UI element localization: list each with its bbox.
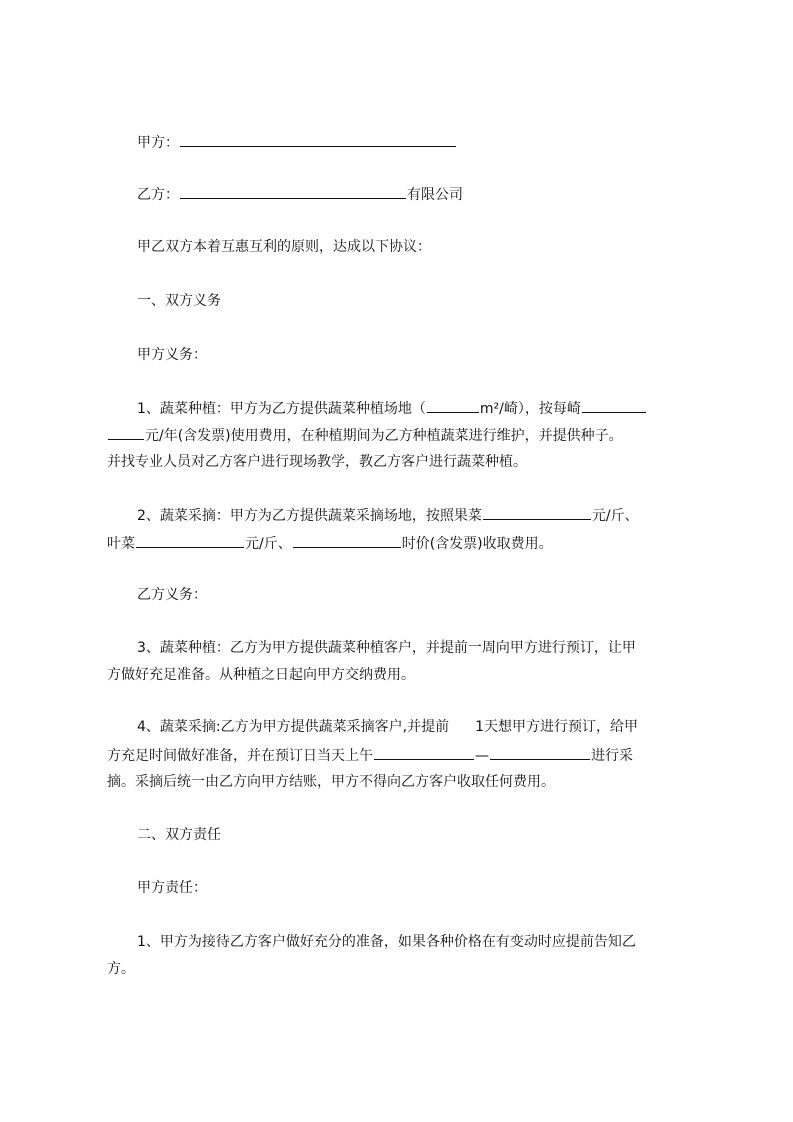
duty-item2-text-c: 叶菜 bbox=[107, 536, 135, 552]
price-per-ridge-blank-cont bbox=[108, 425, 144, 440]
party-b-suffix: 有限公司 bbox=[407, 187, 463, 203]
duty-item2-text-d: 元/斤、 bbox=[245, 536, 292, 552]
party-b-name-blank bbox=[180, 184, 406, 199]
duty-item2-line1 bbox=[137, 505, 639, 525]
resp-item1-line2: 方。 bbox=[107, 961, 135, 977]
resp-item1-line1: 1、甲方为接待乙方客户做好充分的准备，如果各种价格在有变动时应提前告知乙 bbox=[137, 934, 636, 950]
duty-item4-line1 bbox=[137, 717, 638, 737]
duty-item4-text-a: 4、蔬菜采摘:乙方为甲方提供蔬菜采摘客户,并提前 bbox=[137, 719, 450, 735]
duty-item4-text-b: 1天想甲方进行预订，给甲 bbox=[475, 719, 638, 735]
intro-text: 甲乙双方本着互惠互利的原则，达成以下协议： bbox=[137, 239, 431, 255]
duty-item1-text-c: 元/年(含发票)使用费用，在种植期间为乙方种植蔬菜进行维护，并提供种子。 bbox=[145, 428, 623, 444]
party-a-name-blank bbox=[180, 132, 456, 147]
duty-item3-line1: 3、蔬菜种植：乙方为甲方提供蔬菜种植客户，并提前一周向甲方进行预订，让甲 bbox=[137, 640, 636, 656]
duty-item4-text-c: 方充足时间做好准备，并在预订日当天上午 bbox=[107, 748, 373, 764]
duty-item2-line2 bbox=[107, 533, 553, 553]
fruit-veg-price-blank bbox=[483, 505, 591, 520]
duty-item1-line2 bbox=[107, 425, 623, 445]
section1-heading: 一、双方义务 bbox=[137, 293, 221, 309]
duty-item4-line2 bbox=[107, 745, 633, 765]
duty-item3-line2: 方做好充足准备。从种植之日起向甲方交纳费用。 bbox=[107, 667, 415, 683]
party-a-duties-heading: 甲方义务： bbox=[137, 347, 207, 363]
duty-item4-line3: 摘。采摘后统一由乙方向甲方结账，甲方不得向乙方客户收取任何费用。 bbox=[107, 774, 555, 790]
duty-item4-dash: — bbox=[475, 748, 489, 764]
party-b-duties-heading: 乙方义务： bbox=[137, 587, 207, 603]
party-a-resp-heading: 甲方责任： bbox=[137, 880, 207, 896]
section2-heading: 二、双方责任 bbox=[137, 827, 221, 843]
duty-item1-text-b: m²/崎），按每崎 bbox=[479, 401, 581, 417]
duty-item1-text-a: 1、蔬菜种植：甲方为乙方提供蔬菜种植场地（ bbox=[137, 401, 426, 417]
party-b-label: 乙方： bbox=[137, 187, 179, 203]
price-per-ridge-blank bbox=[582, 398, 646, 413]
party-a-label: 甲方： bbox=[137, 135, 179, 151]
duty-item4-text-d: 进行采 bbox=[591, 748, 633, 764]
duty-item2-text-b: 元/斤、 bbox=[591, 508, 639, 524]
duty-item1-line3: 并找专业人员对乙方客户进行现场教学，教乙方客户进行蔬菜种植。 bbox=[107, 454, 527, 470]
duty-item2-text-e: 时价(含发票)收取费用。 bbox=[401, 536, 553, 552]
pick-end-time-blank bbox=[490, 745, 590, 760]
party-a-line bbox=[137, 132, 457, 152]
area-blank bbox=[427, 398, 479, 413]
leaf-veg-price-blank bbox=[136, 533, 244, 548]
other-price-blank bbox=[293, 533, 401, 548]
duty-item2-text-a: 2、蔬菜采摘：甲方为乙方提供蔬菜采摘场地，按照果菜 bbox=[137, 508, 482, 524]
party-b-line bbox=[137, 184, 463, 204]
pick-start-time-blank bbox=[374, 745, 474, 760]
duty-item1-line1 bbox=[137, 398, 647, 418]
